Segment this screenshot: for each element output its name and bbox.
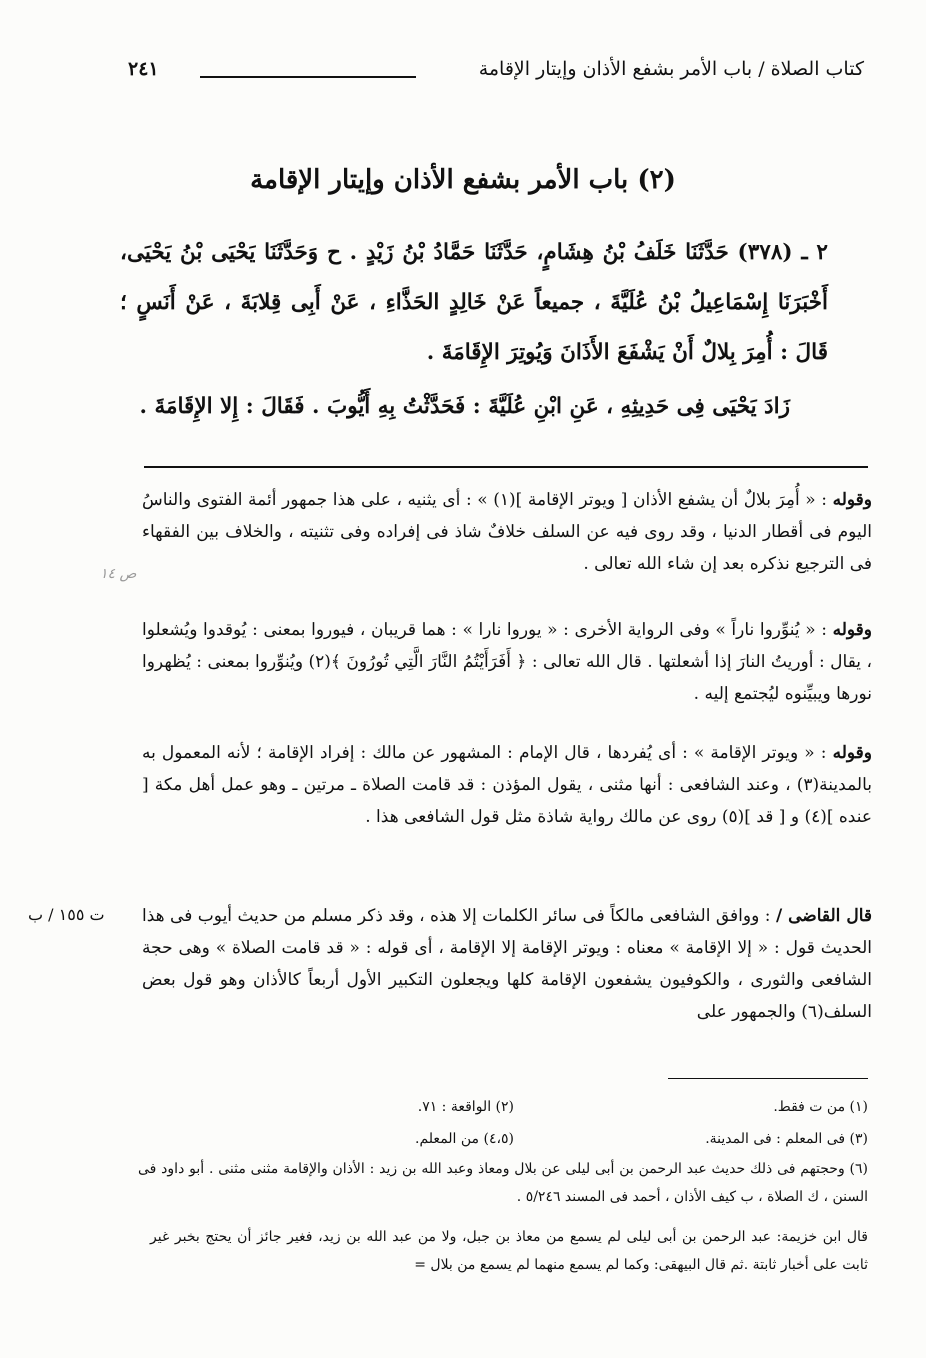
commentary-paragraph [142, 614, 872, 710]
commentary-text: : ووافق الشافعى مالكاً فى سائر الكلمات إلا هذه ، وقد ذكر مسلم من حديث أيوب فى هذا الحديث قول : « إلا الإقامة » معناه : ويوتر الإقامة إلا الإقامة ، أى قوله : « قد قامت الصلاة » وهى حجة الشافعى والثورى ، والكوفيون يشفعون الإقامة كلها ويجعلون التكبير الأول أربعاً كالأذان وهو قول بعض السلف(٦) والجمهور على [142, 906, 872, 1022]
commentary-text: : « أُمِرَ بلالٌ أن يشفع الأذان [ ويوتر الإقامة ](١) » : أى يثنيه ، على هذا جمهور أئمة الفتوى والناسُ اليوم فى أقطار الدنيا ، وقد روى فيه عن السلف خلافٌ شاذ فى إفراده وفى تثنيته ، والخلاف بين الفقهاء فى الترجيع نذكره بعد إن شاء الله تعالى . [142, 490, 872, 574]
footnote: (٣) فى المعلم : فى المدينة. [705, 1131, 868, 1147]
header-rule [200, 76, 416, 78]
manuscript-margin-note: ت ١٥٥ / ب [28, 905, 105, 924]
footnote: (٦) وحجتهم فى ذلك حديث عبد الرحمن بن أبى ليلى عن بلال ومعاذ وعبد الله بن زيد : الأذان والإقامة مثنى مثنى . أبو داود فى السنن ، ك الصلاة ، ب كيف الأذان ، أحمد فى المسند ٥/٢٤٦ . [138, 1161, 868, 1205]
footnote: (١) من ت فقط. [773, 1099, 868, 1115]
commentary-lead: وقوله [832, 620, 872, 640]
hadith-text-block [120, 228, 828, 432]
running-title: كتاب الصلاة / باب الأمر بشفع الأذان وإيتار الإقامة [478, 58, 864, 80]
handwritten-annotation: ص ١٤ [100, 566, 137, 582]
page-number: ٢٤١ [128, 58, 159, 80]
commentary-paragraph [142, 484, 872, 580]
commentary-lead: وقوله [832, 490, 872, 510]
commentary-lead: قال القاضى / [775, 906, 873, 926]
chapter-title: (٢) باب الأمر بشفع الأذان وإيتار الإقامة [250, 165, 676, 195]
footnote-rule [668, 1078, 868, 1079]
commentary-lead: وقوله [832, 743, 872, 763]
separator-rule [144, 466, 868, 468]
footnote-continuation: قال ابن خزيمة: عبد الرحمن بن أبى ليلى لم يسمع من معاذ بن جبل، ولا من عبد الله بن زيد، فغير جائز أن يحتج بخبر غير ثابت على أخبار ثابتة .ثم قال البيهقى: وكما لم يسمع منهما لم يسمع من بلال = [150, 1229, 868, 1273]
hadith-text: ٢ ـ (٣٧٨) حَدَّثَنَا خَلَفُ بْنُ هِشَامٍ، حَدَّثَنَا حَمَّادُ بْنُ زَيْدٍ . ح وَحَدَّثَنَا يَحْيَى بْنُ يَحْيَى، أَخْبَرَنَا إِسْمَاعِيلُ بْنُ عُلَيَّةَ ، جميعاً عَنْ خَالِدٍ الحَذَّاءِ ، عَنْ أَبِى قِلابَةَ ، عَنْ أَنَسٍ ؛ قَالَ : أُمِرَ بِلالٌ أَنْ يَشْفَعَ الأَذَانَ وَيُوتِرَ الإِقَامَةَ . [120, 240, 828, 365]
commentary-paragraph [142, 737, 872, 833]
running-header [128, 58, 864, 92]
commentary-paragraph [142, 900, 872, 1028]
footnote: (٤،٥) من المعلم. [415, 1131, 514, 1147]
commentary-text: : « ويوتر الإقامة » : أى يُفردها ، قال الإمام : المشهور عن مالك : إفراد الإقامة ؛ لأنه المعمول به بالمدينة(٣) ، وعند الشافعى : أنها مثنى ، يقول المؤذن : قد قامت الصلاة ـ مرتين ـ وهو عمل أهل مكة [ عنده ](٤) و [ قد ](٥) روى عن مالك رواية شاذة مثل قول الشافعى هذا . [142, 743, 872, 827]
footnote: (٢) الواقعة : ٧١. [417, 1099, 514, 1115]
commentary-text: : « يُنوِّروا ناراً » وفى الرواية الأخرى : « يوروا نارا » : هما قريبان ، فيوروا بمعنى : يُوقدوا ويُشعلوا ، يقال : أوريتُ النارَ إذا أشعلتها . قال الله تعالى : ﴿ أَفَرَأَيْتُمُ النَّارَ الَّتِي تُورُونَ ﴾(٢) ويُنوِّروا بمعنى : يُظهروا نورها ويبيِّنوه ليُجتمع إليه . [142, 620, 872, 704]
hadith-addition: زَادَ يَحْيَى فِى حَدِيثِهِ ، عَنِ ابْنِ عُلَيَّةَ : فَحَدَّثْتُ بِهِ أَيُّوبَ . فَقَالَ : إِلا الإِقَامَةَ . [139, 394, 790, 419]
